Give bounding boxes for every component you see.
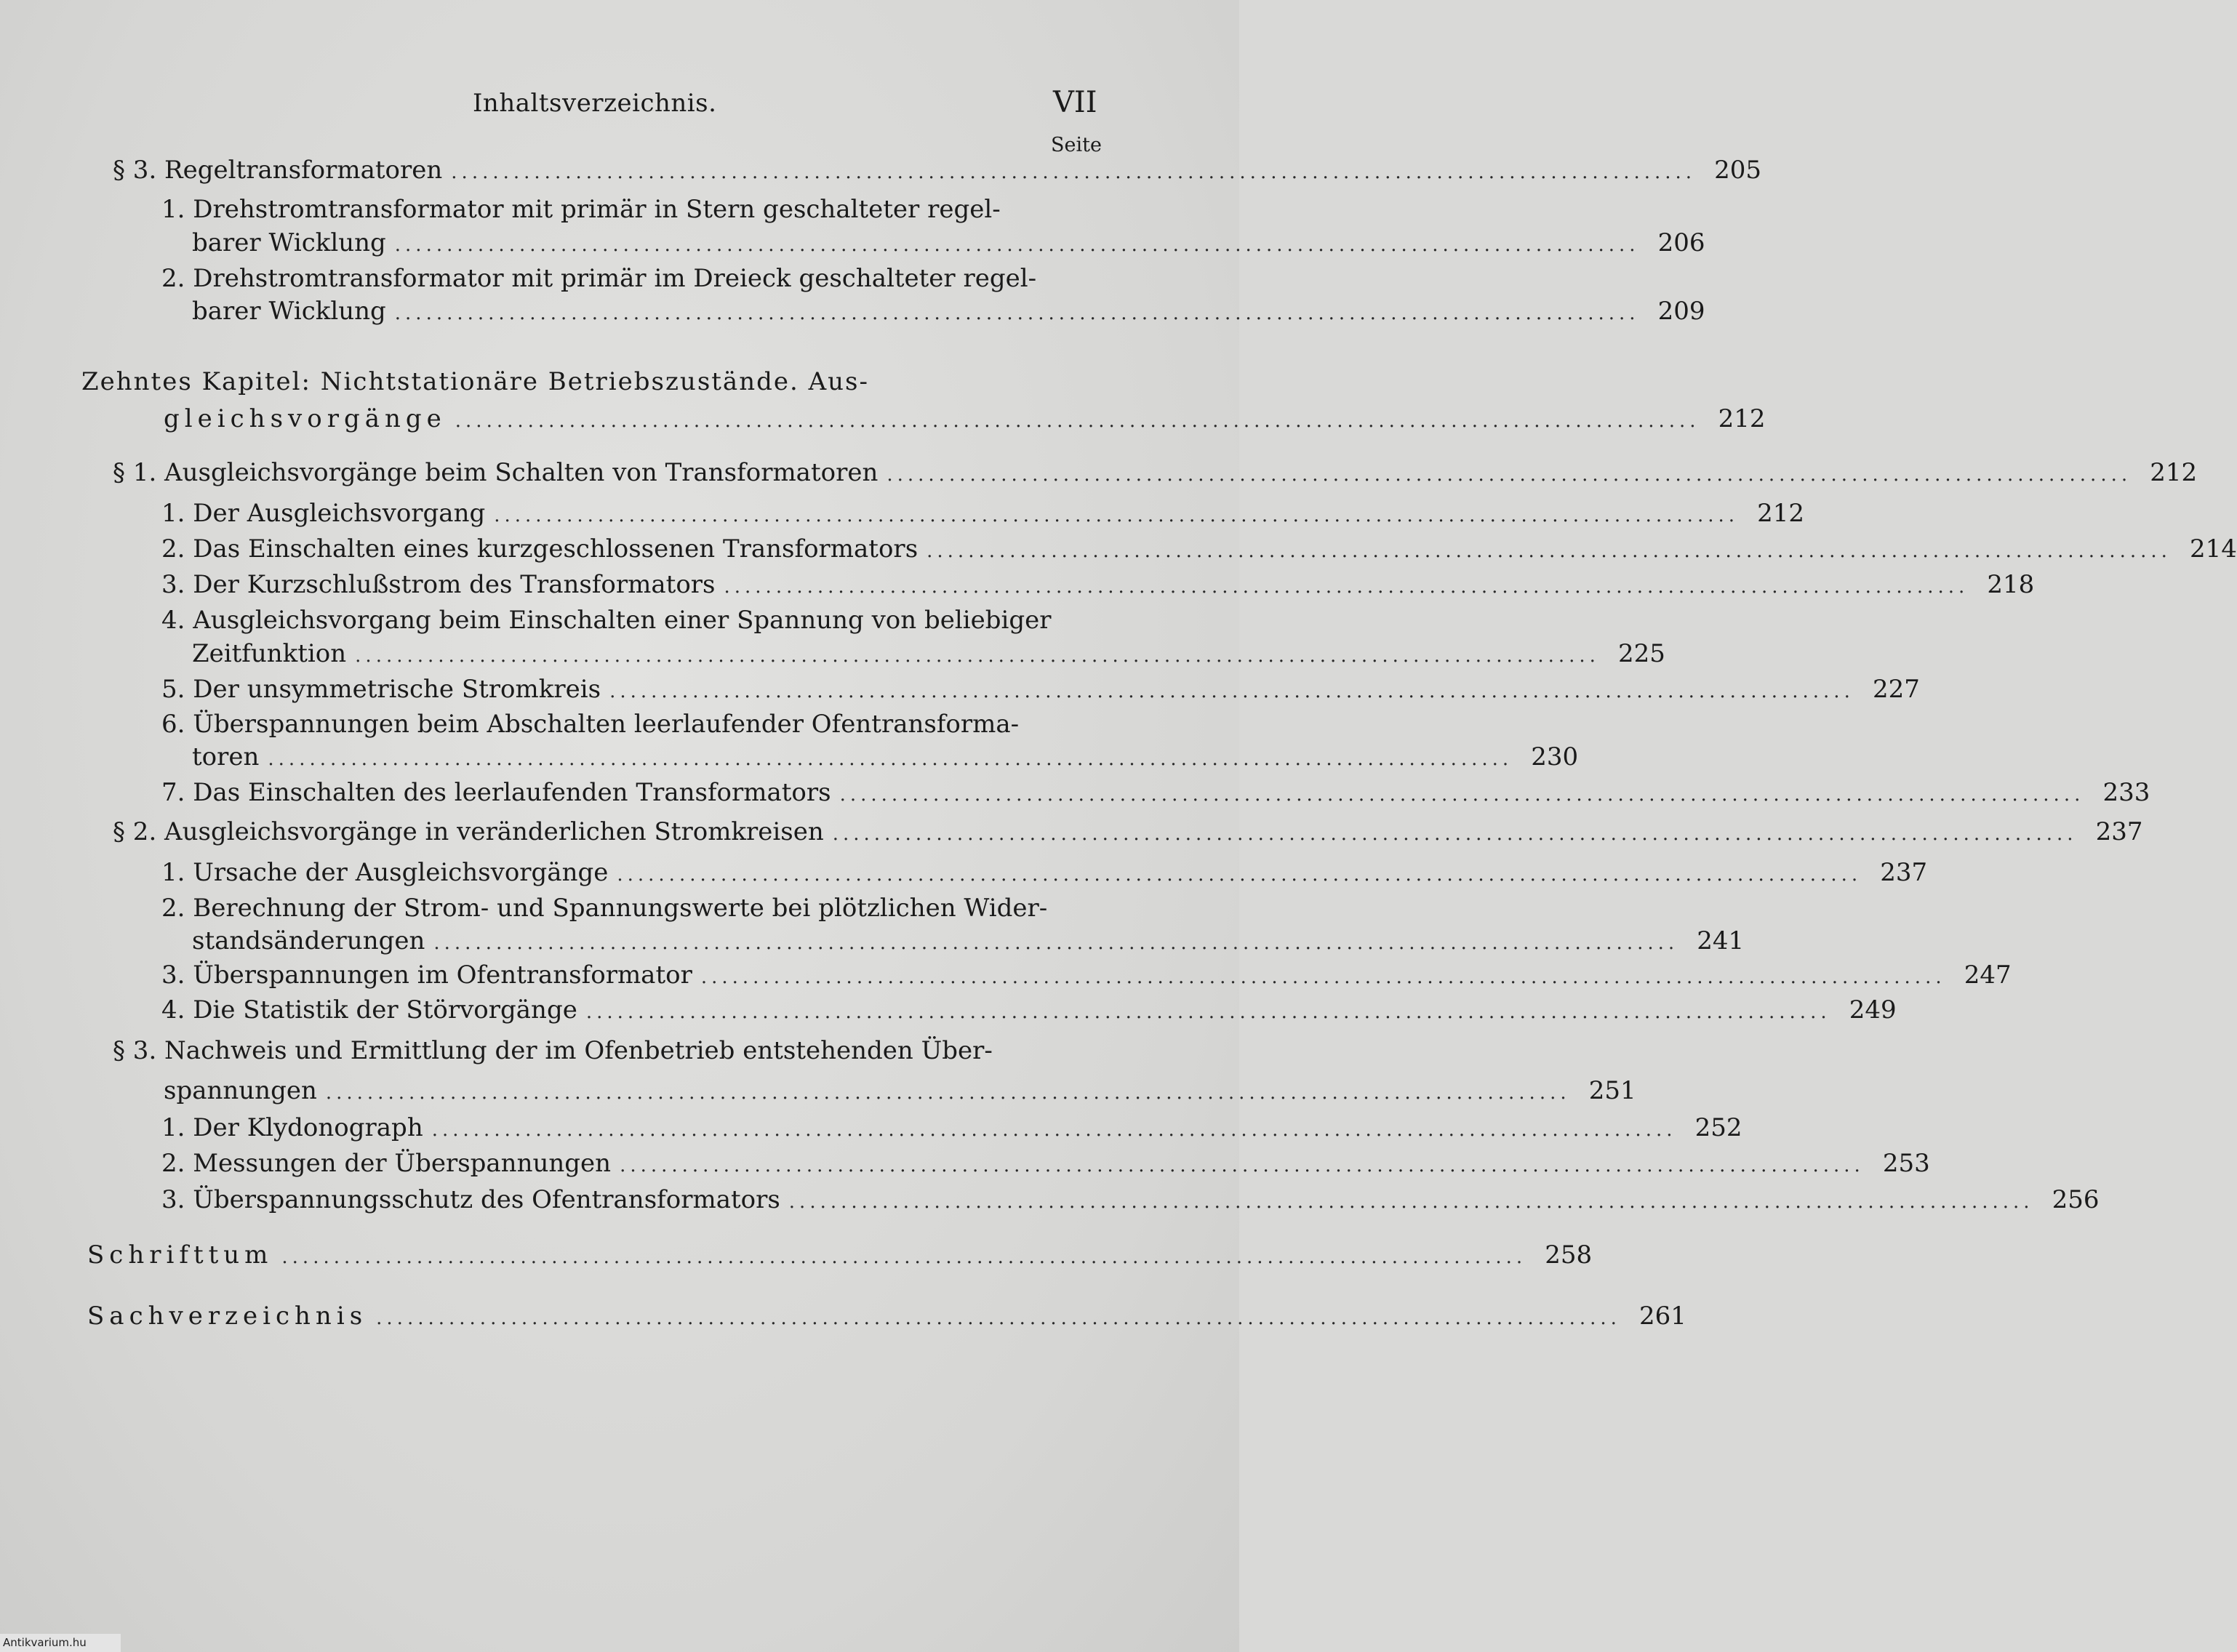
chapter-title: Zehntes Kapitel: Nichtstationäre Betriebszustände. Aus- — [81, 367, 869, 396]
entry-title: 2. Berechnung der Strom- und Spannungswerte bei plötzlichen Wider- — [161, 894, 1048, 923]
toc-entry — [113, 156, 1762, 189]
entry-page: 256 — [2052, 1185, 2100, 1214]
toc-entry — [161, 1149, 1930, 1182]
seite-column-label: Seite — [1051, 134, 1102, 156]
entry-page: 214 — [2190, 534, 2237, 564]
leader-dots: ........................................................................................................................ — [376, 1307, 1621, 1329]
leader-dots: ........................................................................................................................ — [724, 576, 1969, 598]
toc-entry — [161, 570, 2035, 604]
toc-entry — [161, 534, 2237, 568]
entry-title: Sachverzeichnis — [87, 1302, 368, 1331]
entry-title: spannungen — [164, 1076, 317, 1105]
entry-title: 4. Die Statistik der Störvorgänge — [161, 995, 577, 1025]
leader-dots: ........................................................................................................................ — [455, 410, 1700, 432]
toc-entry-line — [161, 264, 1049, 297]
leader-dots: ........................................................................................................................ — [617, 864, 1862, 886]
toc-entry-line — [113, 1036, 1051, 1070]
leader-dots: ........................................................................................................................ — [394, 234, 1640, 256]
toc-entry — [192, 228, 1705, 262]
entry-page: 205 — [1714, 156, 1762, 185]
entry-title: 4. Ausgleichsvorgang beim Einschalten einer Spannung von beliebiger — [161, 606, 1052, 635]
toc-entry — [161, 1185, 2100, 1219]
leader-dots: ........................................................................................................................ — [620, 1155, 1865, 1176]
entry-title: 5. Der unsymmetrische Stromkreis — [161, 675, 601, 704]
entry-page: 237 — [1880, 858, 1928, 887]
toc-entry — [161, 778, 2150, 811]
leader-dots: ........................................................................................................................ — [494, 505, 1740, 526]
leader-dots: ........................................................................................................................ — [433, 932, 1679, 954]
leader-dots: ........................................................................................................................ — [451, 161, 1697, 183]
leader-dots: ........................................................................................................................ — [585, 1001, 1831, 1023]
toc-entry — [161, 961, 2012, 994]
entry-title: 1. Ursache der Ausgleichsvorgänge — [161, 858, 609, 887]
entry-title: 1. Der Ausgleichsvorgang — [161, 499, 486, 528]
entry-title: 1. Drehstromtransformator mit primär in Stern geschalteter regel- — [161, 195, 1001, 224]
leader-dots: ........................................................................................................................ — [394, 302, 1640, 324]
toc-entry — [161, 858, 1928, 891]
entry-page: 251 — [1588, 1076, 1636, 1105]
leader-dots: ........................................................................................................................ — [281, 1246, 1527, 1268]
leader-dots: ........................................................................................................................ — [700, 966, 1946, 988]
entry-title: 6. Überspannungen beim Abschalten leerlaufender Ofentransforma- — [161, 710, 1020, 739]
entry-title: barer Wicklung — [192, 297, 386, 326]
entry-page: 253 — [1882, 1149, 1930, 1178]
toc-entry — [113, 458, 2198, 492]
entry-page: 212 — [1757, 499, 1805, 528]
entry-title: § 3. Nachweis und Ermittlung der im Ofenbetrieb entstehenden Über- — [113, 1036, 993, 1065]
toc-entry — [164, 1076, 1636, 1110]
leader-dots: ........................................................................................................................ — [927, 540, 2172, 562]
toc-entry — [87, 1240, 1593, 1274]
leader-dots: ........................................................................................................................ — [832, 823, 2078, 845]
toc-entry-line — [161, 606, 1052, 639]
entry-title: 2. Das Einschalten eines kurzgeschlossenen Transformators — [161, 534, 919, 564]
entry-page: 206 — [1657, 228, 1705, 257]
toc-entry — [161, 995, 1897, 1029]
leader-dots: ........................................................................................................................ — [788, 1191, 2034, 1213]
entry-page: 261 — [1639, 1302, 1686, 1331]
toc-entry — [113, 817, 2143, 851]
entry-title: standsänderungen — [192, 926, 425, 955]
toc-entry — [161, 675, 1920, 708]
entry-title: barer Wicklung — [192, 228, 386, 257]
leader-dots: ........................................................................................................................ — [887, 464, 2132, 486]
entry-title: 3. Überspannungen im Ofentransformator — [161, 961, 692, 990]
entry-title: toren — [192, 742, 260, 771]
entry-title: 2. Messungen der Überspannungen — [161, 1149, 612, 1178]
toc-entry-line — [161, 710, 1049, 743]
entry-page: 212 — [1718, 404, 1766, 433]
entry-title: Zeitfunktion — [192, 639, 347, 668]
entry-title: 2. Drehstromtransformator mit primär im Dreieck geschalteter regel- — [161, 264, 1037, 293]
leader-dots: ........................................................................................................................ — [431, 1119, 1677, 1141]
leader-dots: ........................................................................................................................ — [325, 1082, 1571, 1104]
entry-page: 237 — [2095, 817, 2143, 846]
toc-entry — [161, 1113, 1742, 1147]
entry-page: 247 — [1964, 961, 2012, 990]
entry-page: 249 — [1849, 995, 1897, 1025]
entry-page: 241 — [1697, 926, 1745, 955]
entry-page: 218 — [1987, 570, 2035, 599]
entry-title: § 1. Ausgleichsvorgänge beim Schalten von Transformatoren — [113, 458, 879, 487]
entry-page: 258 — [1545, 1240, 1593, 1270]
entry-title: § 3. Regeltransformatoren — [113, 156, 443, 185]
entry-page: 227 — [1872, 675, 1920, 704]
leader-dots: ........................................................................................................................ — [609, 681, 1854, 702]
entry-title: § 2. Ausgleichsvorgänge in veränderlichen Stromkreisen — [113, 817, 824, 846]
toc-entry — [87, 1302, 1686, 1335]
toc-entry — [161, 499, 1805, 532]
toc-entry-line — [161, 894, 1049, 927]
entry-title: Schrifttum — [87, 1240, 273, 1270]
entry-title: 1. Der Klydonograph — [161, 1113, 423, 1142]
running-header-title: Inhaltsverzeichnis. — [473, 89, 717, 118]
leader-dots: ........................................................................................................................ — [839, 784, 2085, 806]
entry-title: 3. Überspannungsschutz des Ofentransformators — [161, 1185, 780, 1214]
toc-entry — [192, 742, 1579, 776]
entry-page: 252 — [1694, 1113, 1742, 1142]
entry-title: gleichsvorgänge — [164, 404, 447, 433]
toc-entry — [192, 926, 1745, 960]
toc-entry-line — [161, 195, 1049, 228]
entry-title: 7. Das Einschalten des leerlaufenden Transformators — [161, 778, 831, 807]
chapter-heading — [81, 367, 1041, 401]
watermark-stamp: Antikvarium.hu — [0, 1634, 121, 1652]
toc-entry — [164, 404, 1766, 438]
entry-page: 230 — [1531, 742, 1579, 771]
entry-title: 3. Der Kurzschlußstrom des Transformators — [161, 570, 716, 599]
entry-page: 209 — [1657, 297, 1705, 326]
entry-page: 212 — [2150, 458, 2198, 487]
entry-page: 233 — [2102, 778, 2150, 807]
toc-entry — [192, 639, 1665, 673]
entry-page: 225 — [1618, 639, 1665, 668]
page-number: VII — [1053, 86, 1097, 119]
leader-dots: ........................................................................................................................ — [268, 748, 1513, 770]
toc-entry — [192, 297, 1705, 330]
leader-dots: ........................................................................................................................ — [355, 645, 1600, 667]
